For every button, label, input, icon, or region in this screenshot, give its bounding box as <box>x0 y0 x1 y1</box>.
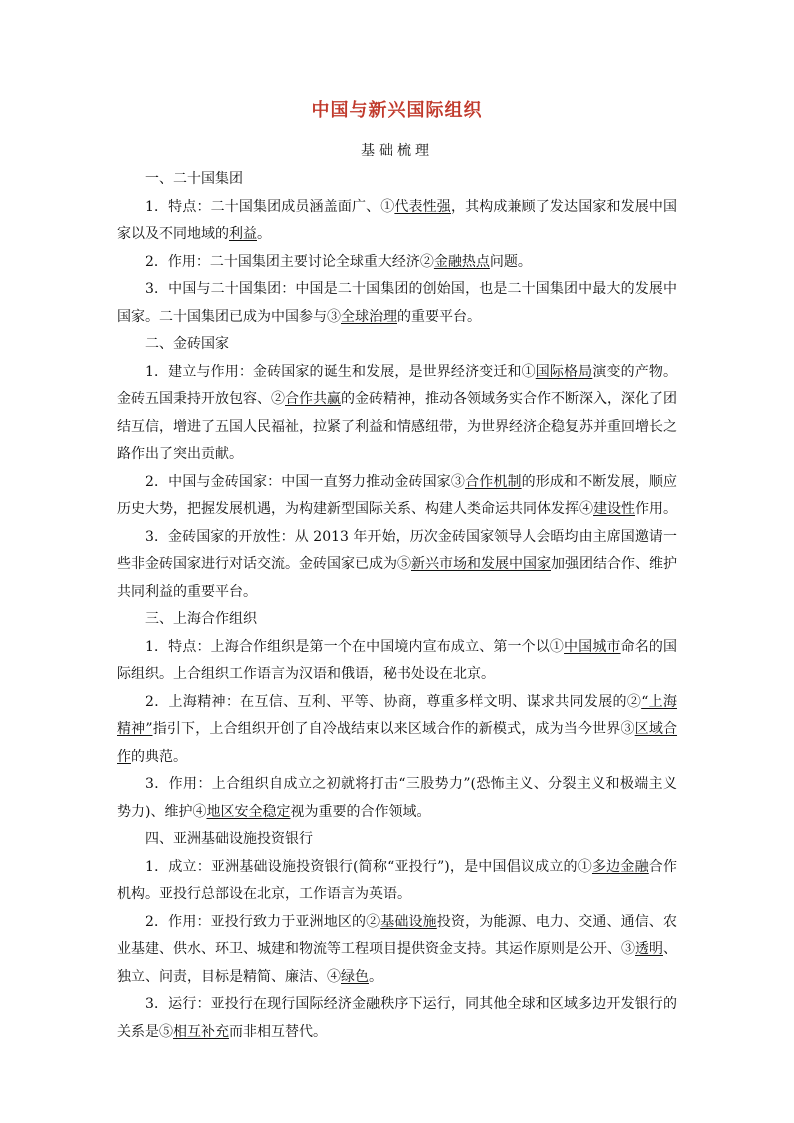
answer-blank: 新兴市场和发展中国家 <box>411 556 551 572</box>
paragraph-g20-features: 1．特点：二十国集团成员涵盖面广、①代表性强，其构成兼顾了发达国家和发展中国家以及不同地域的利益。 <box>117 198 678 242</box>
answer-blank: 基础设施 <box>380 913 437 930</box>
paragraph-brics-openness: 3．金砖国家的开放性：从 2013 年开始，历次金砖国家领导人会晤均由主席国邀请一些非金砖国家进行对话交流。金砖国家已成为⑤新兴市场和发展中国家加强团结合作、维护共同利益的重要平台。 <box>117 528 677 600</box>
paragraph-aiib-operation: 3．运行：亚投行在现行国际经济金融秩序下运行，同其他全球和区域多边开发银行的关系是⑤相互补充而非相互替代。 <box>117 996 677 1040</box>
paragraph-g20-china: 3．中国与二十国集团：中国是二十国集团的创始国，也是二十国集团中最大的发展中国家。二十国集团已成为中国参与③全球治理的重要平台。 <box>117 281 677 325</box>
answer-blank: 多边金融 <box>591 858 649 875</box>
section-heading-brics: 二、金砖国家 <box>145 336 229 352</box>
answer-blank: 透明 <box>635 941 663 957</box>
answer-blank: “上海精神” <box>117 693 677 737</box>
paragraph-sco-features: 1．特点：上海合作组织是第一个在中国境内宣布成立、第一个以①中国城市命名的国际组织。上合组织工作语言为汉语和俄语，秘书处设在北京。 <box>117 638 678 682</box>
answer-blank: 代表性强 <box>394 198 451 215</box>
paragraph-aiib-founding: 1．成立：亚洲基础设施投资银行(简称“亚投行”)，是中国倡议成立的①多边金融合作机构。亚投行总部设在北京，工作语言为英语。 <box>117 858 678 902</box>
page-title: 中国与新兴国际组织 <box>311 100 483 121</box>
answer-blank: 利益 <box>229 226 257 242</box>
answer-blank: 绿色 <box>341 968 369 985</box>
document-page <box>117 96 677 1046</box>
answer-blank: 合作共赢 <box>285 391 341 407</box>
answer-blank: 国际格局 <box>535 363 593 380</box>
answer-blank: 地区安全稳定 <box>206 803 291 820</box>
paragraph-brics-founding: 1．建立与作用：金砖国家的诞生和发展，是世界经济变迁和①国际格局演变的产物。金砖五国秉持开放包容、②合作共赢的金砖精神，推动各领域务实合作不断深入，深化了团结互信，增进了五国人民福祉，拉紧了利益和情感纽带，为世界经济企稳复苏并重回增长之路作出了突出贡献。 <box>117 363 678 462</box>
answer-blank: 建设性 <box>593 501 635 517</box>
paragraph-g20-role: 2．作用：二十国集团主要讨论全球重大经济②金融热点问题。 <box>145 253 532 270</box>
answer-blank: 全球治理 <box>341 308 397 325</box>
paragraph-sco-role: 3．作用：上合组织自成立之初就将打击“三股势力”(恐怖主义、分裂主义和极端主义势力)、维护④地区安全稳定视为重要的合作领域。 <box>117 776 677 820</box>
section-heading-g20: 一、二十国集团 <box>145 171 243 187</box>
answer-blank: 相互补充 <box>173 1023 229 1040</box>
section-heading-sco: 三、上海合作组织 <box>145 611 257 627</box>
paragraph-brics-china: 2．中国与金砖国家：中国一直努力推动金砖国家③合作机制的形成和不断发展，顺应历史大势，把握发展机遇，为构建新型国际关系、构建人类命运共同体发挥④建设性作用。 <box>117 473 678 517</box>
paragraph-aiib-role: 2．作用：亚投行致力于亚洲地区的②基础设施投资，为能源、电力、交通、通信、农业基建、供水、环卫、城建和物流等工程项目提供资金支持。其运作原则是公开、③透明、独立、问责，目标是精简、廉洁、④绿色。 <box>117 913 678 985</box>
section-heading-aiib: 四、亚洲基础设施投资银行 <box>145 831 313 847</box>
answer-blank: 中国城市 <box>564 638 621 655</box>
answer-blank: 金融热点 <box>433 253 490 270</box>
answer-blank: 区域合作 <box>117 721 678 765</box>
section-subtitle: 基础梳理 <box>361 143 433 159</box>
answer-blank: 合作机制 <box>465 473 522 490</box>
paragraph-sco-spirit: 2．上海精神：在互信、互利、平等、协商，尊重多样文明、谋求共同发展的②“上海精神”指引下，上合组织开创了自冷战结束以来区域合作的新模式，成为当今世界③区域合作的典范。 <box>117 693 678 765</box>
